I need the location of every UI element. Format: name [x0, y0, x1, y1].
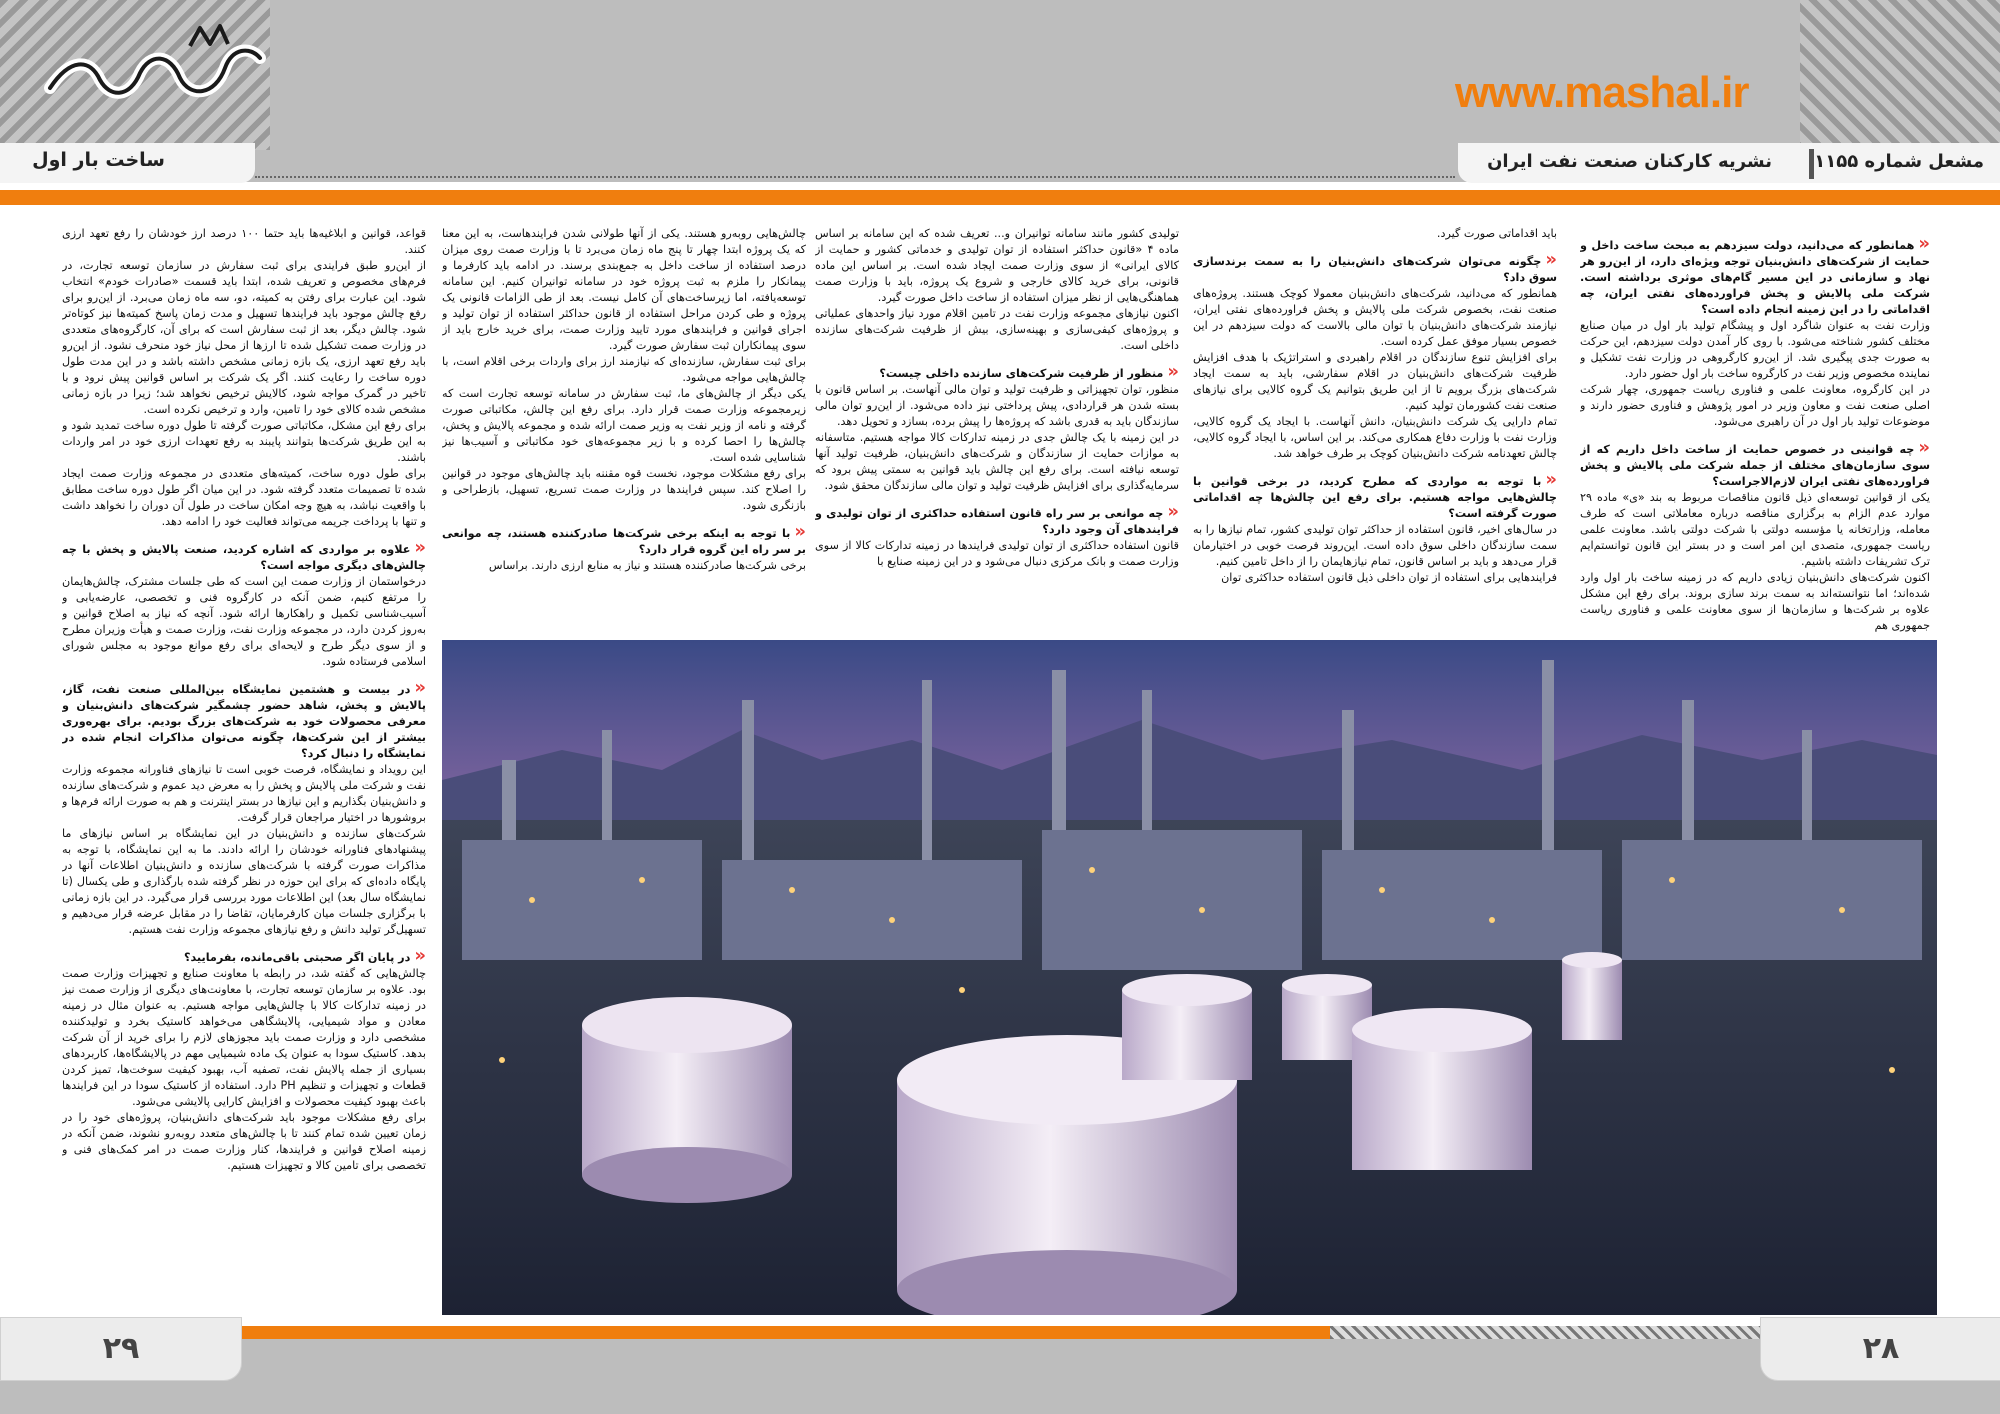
footer-orange-rule-right	[650, 1326, 1330, 1339]
section-label-bar	[0, 143, 255, 183]
publication-name: نشریه کارکنان صنعت نفت ایران	[1487, 151, 1772, 172]
footer-background	[0, 1339, 2000, 1414]
article-column-4	[442, 226, 806, 636]
article-column-3	[815, 226, 1179, 636]
footer-orange-rule-left	[235, 1326, 655, 1339]
question-paragraph: « با توجه به اینکه برخی شرکت‌ها صادرکننده هستند، چه موانعی بر سر راه این گروه قرار دارد؟	[442, 524, 806, 558]
body-paragraph: یکی دیگر از چالش‌های ما، ثبت سفارش در سامانه توسعه تجارت است که زیرمجموعه وزارت صمت قرار دارد. برای رفع این چالش، مکاتباتی صورت گرفته و نامه از وزیر نفت به وزیر صمت ارائه شده و مجموعه پالایش و پخش، چالش‌ها را احصا کرده و با زیر مجموعه‌های خود مکاتباتی و آسیب‌ها نیز شناسایی شده است.	[442, 387, 806, 464]
body-paragraph: در سال‌های اخیر، قانون استفاده از حداکثر توان تولیدی کشور، تمام نیازها را به سمت سازندگان داخلی سوق داده است. این‌روند فرصت خوبی در اختیارمان قرار می‌دهد و باید بر اساس قانون، تمام نیازهایمان را از داخل تامین کنیم.	[1193, 523, 1557, 568]
body-paragraph: چالش‌هایی که گفته شد، در رابطه با معاونت صنایع و تجهیزات وزارت صمت بود. علاوه بر سازمان توسعه تجارت، با معاونت‌های دیگری از وزارت صمت نیز در زمینه تدارکات کالا با چالش‌هایی مواجه هستیم. به عنوان مثال در زمینه معادن و مواد شیمیایی، پالایشگاهی می‌خواهد کاستیک بخرد و تولیدکننده مشخصی دارد و وزارت صمت باید مجوزهای لازم را برای خرید از آن شرکت بدهد. کاستیک سودا به عنوان یک ماده شیمیایی مهم در پالایشگاه‌ها، کاربردهای بسیاری از جمله پالایش نفت، تصفیه آب، بهبود کیفیت سوخت‌ها، تمیز کردن قطعات و تجهیزات و تنظیم PH دارد. استفاده از کاستیک سودا در این فرایندها باعث بهبود کیفیت محصولات و افزایش کارایی پالایشی می‌شود.	[62, 967, 426, 1108]
body-paragraph: برای طول دوره ساخت، کمیته‌های متعددی در مجموعه وزارت صمت ایجاد شده تا تصمیمات متعدد گرفته شود. در این میان اگر طول دوره ساخت مطابق با واقعیت نباشد، به هیچ وجه امکان ساخت در طول آن دوران را نخواهد داشت و تنها با پرداخت جریمه می‌تواند فعالیت خود را ادامه دهد.	[62, 467, 426, 528]
header-dotted-line	[255, 176, 1455, 178]
body-paragraph: شرکت‌های سازنده و دانش‌بنیان در این نمایشگاه بر اساس نیازهای ما پیشنهادهای فناورانه خودشان را ارائه دادند. ما به این نمایشگاه، با توجه به مذاکرات صورت گرفته با شرکت‌های سازنده و دانش‌بنیان اطلاعات آنها در پایگاه داده‌ای که برای این حوزه در نظر گرفته شده بارگذاری و طی یکسال (تا نمایشگاه سال بعد) این اطلاعات مورد بررسی قرار می‌گیرد. در این بازه زمانی با برگزاری جلسات میان کارفرمایان، تقاضا را در مقابل عرضه قرار می‌دهیم و تسهیل‌گر تولید دانش و رفع نیازهای مجموعه وزارت نفت هستیم.	[62, 827, 426, 936]
body-paragraph: تولیدی کشور مانند سامانه توانیران و... تعریف شده که این سامانه بر اساس ماده ۴ «قانون حداکثر استفاده از توان تولیدی و خدماتی کشور و حمایت از کالای ایرانی» از سوی وزارت صمت ایجاد شده است. بر اساس این ماده قانونی، برای خرید کالای خارجی و شروع یک پروژه، باید با وزارت صمت هماهنگی‌هایی از نظر میزان استفاده از ساخت داخل صورت گیرد.	[815, 227, 1179, 304]
question-paragraph: « در پایان اگر صحبتی باقی‌مانده، بفرمایید؟	[62, 948, 426, 966]
body-paragraph: برای ثبت سفارش، سازنده‌ای که نیازمند ارز برای واردات برخی اقلام است، با چالش‌هایی مواجه می‌شود.	[442, 355, 806, 384]
body-paragraph: قواعد، قوانین و ابلاغیه‌ها باید حتما ۱۰۰ درصد ارز خودشان را رفع تعهد ارزی کنند.	[62, 227, 426, 256]
body-paragraph: فرایندهایی برای استفاده از توان داخلی ذیل قانون استفاده حداکثری توان	[1221, 571, 1557, 584]
page-number-right: ۲۸	[1760, 1317, 2000, 1381]
body-paragraph: همانطور که می‌دانید، شرکت‌های دانش‌بنیان معمولا کوچک هستند. پروژه‌های صنعت نفت، بخصوص شرکت ملی پالایش و پخش فراورده‌های نفتی ایران، نیازمند شرکت‌های دانش‌بنیان با توان مالی بالاست که دولت سیزدهم در این خصوص بسیار موفق عمل کرده است.	[1193, 287, 1557, 348]
body-paragraph: درخواستمان از وزارت صمت این است که طی جلسات مشترک، چالش‌هایمان را مرتفع کنیم، ضمن آنکه در کارگروه فنی و تخصصی، عارضه‌یابی و آسیب‌شناسی تکمیل و راهکارها ارائه شود. آنچه که نیاز به اصلاح قوانین و به‌روز کردن دارد، در مجموعه وزارت نفت، وزارت صمت و هیأت وزیران مطرح و از سوی دیگر طرح و لایحه‌ای برای رفع موانع موجود به مجلس شورای اسلامی فرستاده شود.	[62, 575, 426, 668]
body-paragraph: اکنون شرکت‌های دانش‌بنیان زیادی داریم که در زمینه ساخت بار اول وارد شده‌اند؛ اما نتوانسته‌اند به سمت برند سازی بروند. برای رفع این مشکل علاوه بر شرکت‌ها و سازمان‌ها از سوی معاونت علمی و فناوری ریاست جمهوری هم	[1580, 571, 1930, 632]
question-paragraph: « چه قوانینی در خصوص حمایت از ساخت داخل داریم که از سوی سازمان‌های مختلف از جمله شرکت ملی پالایش و پخش فراورده‌های نفتی ایران لازم‌الاجراست؟	[1580, 440, 1930, 490]
question-paragraph: « در بیست و هشتمین نمایشگاه بین‌المللی صنعت نفت، گاز، پالایش و پخش، شاهد حضور چشمگیر شرکت‌های دانش‌بنیان و معرفی محصولات خود به شرکت‌های بزرگ بودیم. برای بهره‌وری بیشتر از این شرکت‌ها، چگونه می‌توان مذاکرات انجام شده در نمایشگاه را دنبال کرد؟	[62, 680, 426, 762]
body-paragraph: در این کارگروه، معاونت علمی و فناوری ریاست جمهوری، چهار شرکت اصلی صنعت نفت و معاون وزیر در امور پژوهش و فناوری حضور دارند و موضوعات تولید بار اول در آن راهبری می‌شود.	[1580, 383, 1930, 428]
question-paragraph: « همانطور که می‌دانید، دولت سیزدهم به مبحث ساخت داخل و حمایت از شرکت‌های دانش‌بنیان توجه ویژه‌ای دارد، از این‌رو هر نهاد و سازمانی در این مسیر گام‌های موثری برداشته است. شرکت ملی پالایش و پخش فراورده‌های نفتی ایران، چه اقداماتی را در این زمینه انجام داده است؟	[1580, 236, 1930, 318]
header-hatch-right	[1800, 0, 2000, 150]
article-column-2	[1193, 226, 1557, 636]
header-orange-rule	[0, 190, 2000, 205]
body-paragraph: چالش‌هایی روبه‌رو هستند. یکی از آنها طولانی شدن فرایندهاست، به این معنا که یک پروژه ابتدا چهار تا پنج ماه زمان می‌برد تا با وزارت صمت روی میزان درصد استفاده از ساخت داخل به جمع‌بندی برسند. در ادامه باید کارفرما و پیمانکار را ملزم به ثبت پروژه خود در سامانه توانیران کنیم. این سامانه توسعه‌یافته، اما زیرساخت‌های آن کامل نیست. بعد از طی الزامات قانونی یک پروژه و طی کردن مراحل استفاده از قانون حداکثر استفاده از توان تولید و اجرای قوانین و فرایندهای مورد تایید وزارت صمت، برای خرید خارج باید از سوی پیمانکاران ثبت سفارش صورت گیرد.	[442, 227, 806, 352]
article-column-5	[62, 226, 426, 1311]
section-label: ساخت بار اول	[32, 149, 165, 171]
body-paragraph: برای رفع مشکلات موجود باید شرکت‌های دانش‌بنیان، پروژه‌های خود را در زمان تعیین شده تمام کنند تا با چالش‌های متعدد روبه‌رو نشوند، ضمن آنکه در زمینه اصلاح قوانین و فرایندها، کنار وزارت صمت در امر کمک‌های فنی و تخصصی برای تامین کالا و تجهیزات هستیم.	[62, 1111, 426, 1172]
body-paragraph: اکنون نیازهای مجموعه وزارت نفت در تامین اقلام مورد نیاز واحدهای عملیاتی و پروژه‌های کیفی‌سازی و بهینه‌سازی، بیش از ظرفیت شرکت‌های سازنده داخلی است.	[815, 307, 1179, 352]
question-paragraph: « چه موانعی بر سر راه قانون استفاده حداکثری از توان تولیدی و فرایندهای آن وجود دارد؟	[815, 504, 1179, 538]
body-paragraph: برای رفع این مشکل، مکاتباتی صورت گرفته تا طول دوره ساخت تمدید شود و به این طریق شرکت‌ها بتوانند پایبند به رفع تعهدات ارزی خود در امر واردات باشند.	[62, 419, 426, 464]
mashal-logo	[40, 18, 270, 118]
article-column-1	[1580, 226, 1930, 636]
body-paragraph: در این زمینه با یک چالش جدی در زمینه تدارکات کالا مواجه هستیم. متاسفانه به موازات حمایت از سازندگان و شرکت‌های دانش‌بنیان، ظرفیت تولید آنها توسعه نیافته است. برای رفع این چالش باید قوانین به سمتی پیش برود که سرمایه‌گذاری برای افزایش ظرفیت تولید و توان مالی سازندگان محقق شود.	[815, 431, 1179, 492]
question-paragraph: « چگونه می‌توان شرکت‌های دانش‌بنیان را به سمت برندسازی سوق داد؟	[1193, 252, 1557, 286]
body-paragraph: وزارت نفت به عنوان شاگرد اول و پیشگام تولید بار اول در میان صنایع مختلف کشور شناخته می‌شود. با روی کار آمدن دولت سیزدهم، این حرکت به صورت جدی پیگیری شد. از این‌رو کارگروهی در وزارت نفت تشکیل و نماینده مخصوص وزیر نفت در کارگروه ساخت بار اول حضور دارد.	[1580, 319, 1930, 380]
body-paragraph: این رویداد و نمایشگاه، فرصت خوبی است تا نیازهای فناورانه مجموعه وزارت نفت و شرکت ملی پالایش و پخش را به معرض دید عموم و شرکت‌های سازنده و دانش‌بنیان بگذاریم و این نیازها در بستر اینترنت و هم به صورت ارائه فرم‌ها و بروشورها در اختیار مراجعان قرار گرفت.	[62, 763, 426, 824]
question-paragraph: « منظور از ظرفیت شرکت‌های سازنده داخلی چیست؟	[815, 364, 1179, 382]
body-paragraph: برخی شرکت‌ها صادرکننده هستند و نیاز به منابع ارزی دارند. براساس	[488, 559, 806, 572]
question-paragraph: « علاوه بر مواردی که اشاره کردید، صنعت پالایش و پخش با چه چالش‌های دیگری مواجه است؟	[62, 540, 426, 574]
body-paragraph: برای افزایش تنوع سازندگان در اقلام راهبردی و استراتژیک با هدف افزایش ظرفیت شرکت‌های دانش‌بنیان در اقلام سفارشی، باید به سمت ایجاد شرکت‌های بزرگ برویم تا از این طریق بتوانیم یک گروه کالایی برای نیازهای صنعت نفت کشورمان تولید کنیم.	[1193, 351, 1557, 412]
refinery-photo	[442, 640, 1937, 1315]
body-paragraph: تمام دارایی یک شرکت دانش‌بنیان، دانش آنهاست. با ایجاد یک گروه کالایی، وزارت نفت با وزارت دفاع همکاری می‌کند. بر این اساس، با ایجاد گروه کالایی، چالش تعهدنامه شرکت دانش‌بنیان کوچک بر طرف خواهد شد.	[1193, 415, 1557, 460]
body-paragraph: باید اقداماتی صورت گیرد.	[1436, 227, 1557, 240]
issue-separator	[1809, 149, 1814, 179]
website-url: www.mashal.ir	[1455, 68, 1749, 117]
body-paragraph: از این‌رو طبق فرایندی برای ثبت سفارش در سازمان توسعه تجارت، در فرم‌های مخصوص و تعریف شده، ابتدا باید قسمت «صادرات خودم» انتخاب شود. این عبارت برای رفتن به کمیته، دو، سه ماه زمان می‌برد. از این‌رو برای رفع چالش موجود باید فرایندها تسهیل و مدت زمان پاسخ کمیته‌ها نیز کوتاه‌تر شود. چالش دیگر، بعد از ثبت سفارش است که برای آن، کارگروه‌های متعددی در وزارت صمت تشکیل شده تا ارزها از محل نیاز خود منحرف نشود. از این‌رو باید رفع تعهد ارزی، یک بازه زمانی مشخص داشته باشد و در این مدت طول دوره ساخت را رعایت کنند. اگر یک شرکت بر اساس قوانین پیش نرود و با تاخیر در گمرک مواجه شود، کالایش ترخیص نخواهد شد؛ زیرا در بازه زمانی مشخص شده کالای خود را تامین، وارد و ترخیص نکرده است.	[62, 259, 426, 416]
issue-number: مشعل شماره ۱۱۵۵	[1814, 151, 1984, 172]
body-paragraph: یکی از قوانین توسعه‌ای ذیل قانون مناقصات مربوط به بند «ی» ماده ۲۹ موارد عدم الزام به برگزاری مناقصه درباره معاملاتی است که طرف معامله، وزارتخانه یا مؤسسه دولتی با شرکت دولتی باشد. معاونت علمی ریاست جمهوری، متصدی این امر است و در بستر این قانون توانستم‌ایم ترک تشریفات داشته باشیم.	[1580, 491, 1930, 568]
issue-bar	[1458, 143, 2000, 183]
question-paragraph: « با توجه به مواردی که مطرح کردید، در برخی قوانین با چالش‌هایی مواجه هستیم. برای رفع این چالش‌ها چه اقداماتی صورت گرفته است؟	[1193, 472, 1557, 522]
page-number-left: ۲۹	[0, 1317, 242, 1381]
body-paragraph: منظور، توان تجهیزاتی و ظرفیت تولید و توان مالی آنهاست. بر اساس قانون با بسته شدن هر قراردادی، پیش پرداختی نیز داده می‌شود. از این‌رو توان مالی سازندگان باید به قدری باشد که پروژه‌ها را پیش برده، بسازد و تحویل دهد.	[815, 383, 1179, 428]
body-paragraph: برای رفع مشکلات موجود، نخست قوه مقننه باید چالش‌های موجود در قوانین را اصلاح کند. سپس فرایندها در وزارت صمت تسریع، تسهیل، بازطراحی و بازنگری شود.	[442, 467, 806, 512]
body-paragraph: قانون استفاده حداکثری از توان تولیدی فرایندها در زمینه تدارکات کالا از سوی وزارت صمت و بانک مرکزی دنبال می‌شود و در این زمینه صنایع با	[815, 539, 1179, 568]
